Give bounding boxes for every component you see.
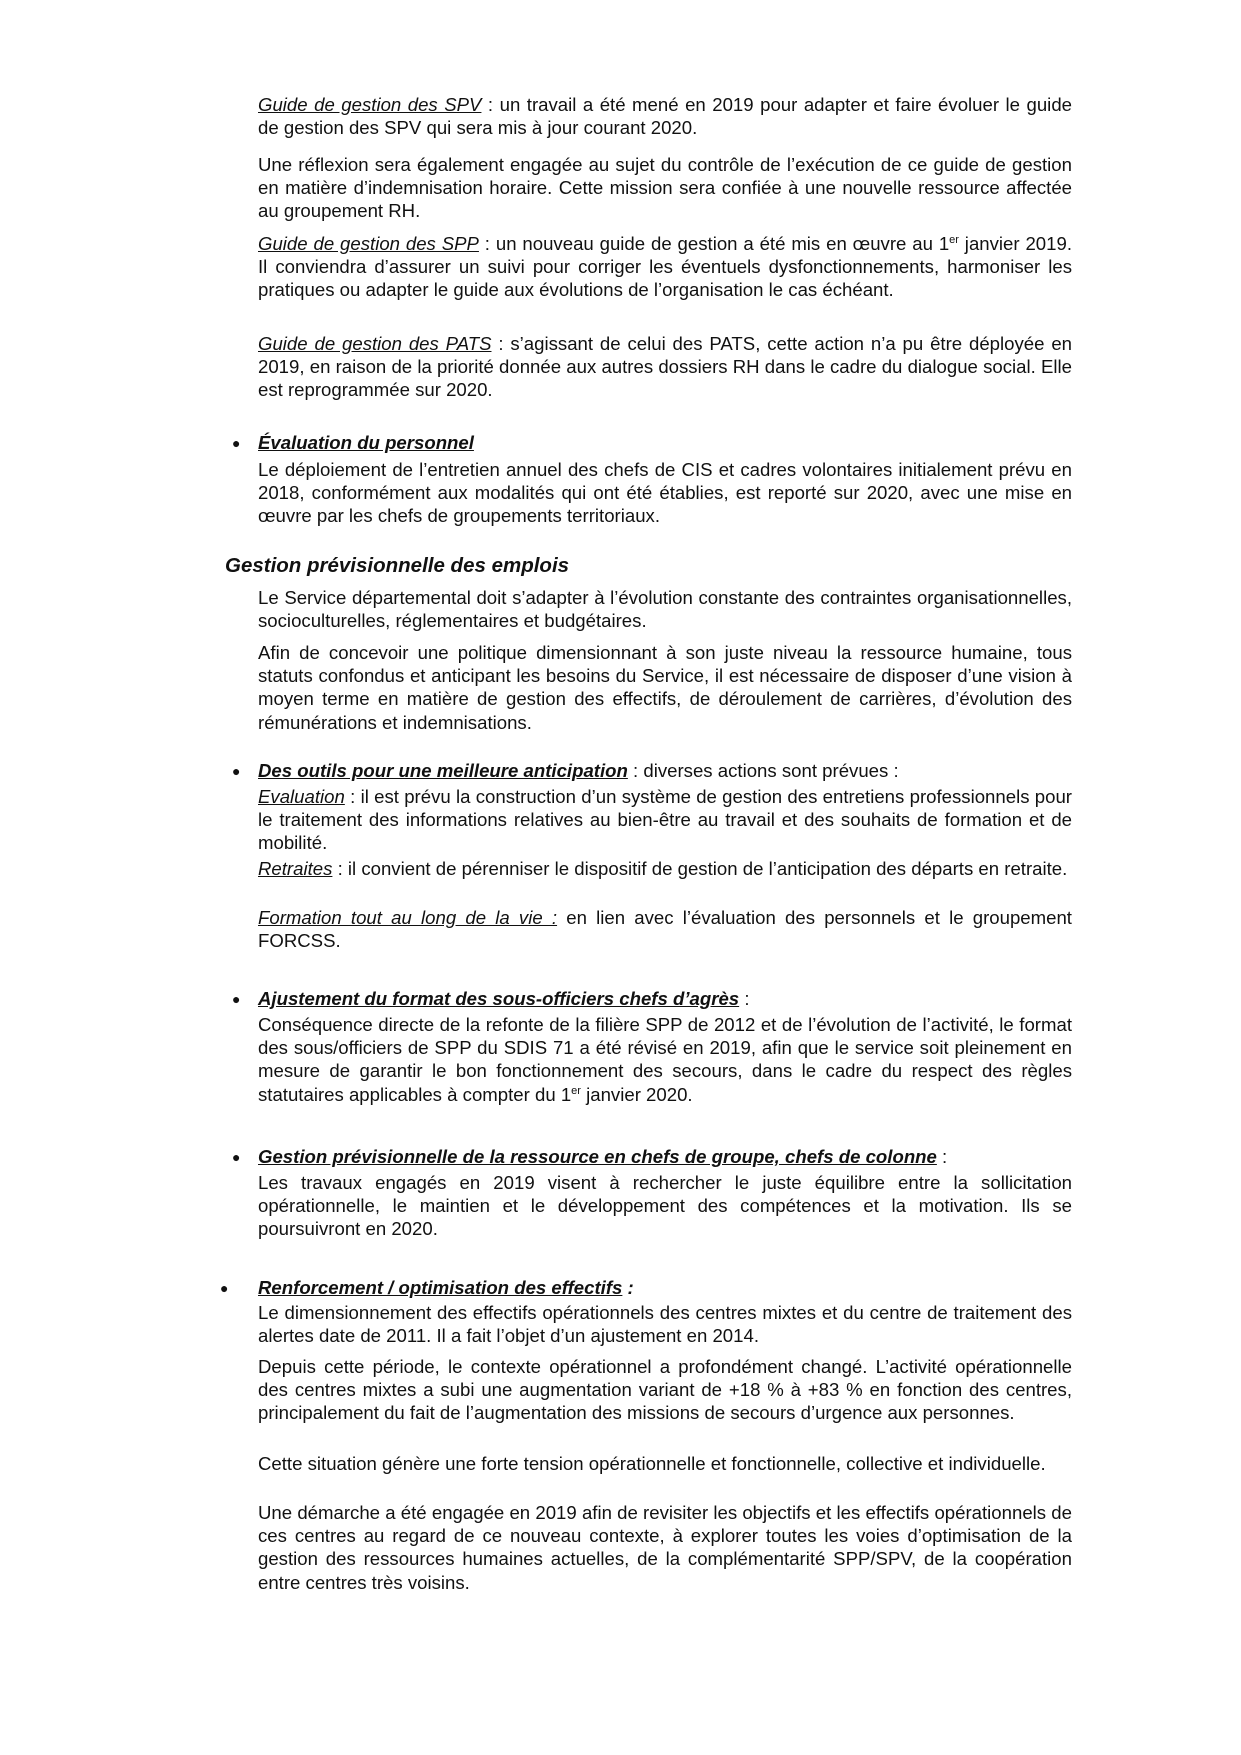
superscript: er [571, 1084, 581, 1097]
paragraph-service: Le Service départemental doit s’adapter à l’évolution constante des contraintes organisationnelles, socioculturelles, réglementaires et budgétaires. [258, 587, 1072, 632]
paragraph-evaluation-outil [258, 785, 1072, 855]
evaluation-label: Evaluation [258, 786, 345, 807]
guide-spp-text-a: : un nouveau guide de gestion a été mis en œuvre au 1 [478, 233, 950, 254]
bullet-icon: ● [232, 763, 241, 779]
paragraph-formation [258, 906, 1072, 952]
paragraph-reflexion: Une réflexion sera également engagée au sujet du contrôle de l’exécution de ce guide de gestion en matière d’indemnisation horaire. Cette mission sera confiée à une nouvelle ressource affectée au groupement RH. [258, 154, 1072, 222]
formation-text: en lien avec l’évaluation des personnels et le groupement FORCSS. [258, 907, 1072, 952]
bullet-title-chefs-groupe [258, 1145, 1072, 1168]
chefs-groupe-tail: : [936, 1146, 948, 1167]
section-heading: Gestion prévisionnelle des emplois [225, 554, 570, 577]
bullet-title-evaluation [258, 431, 1072, 454]
bullet-title-renforcement [258, 1276, 1072, 1299]
bullet-icon: ● [232, 435, 241, 451]
ajustement-title: Ajustement du format des sous-officiers chefs d’agrès [258, 988, 740, 1009]
paragraph-guide-spv [258, 93, 1072, 139]
paragraph-politique: Afin de concevoir une politique dimensionnant à son juste niveau la ressource humaine, tous statuts confondus et anticipant les besoins du Service, il est nécessaire de disposer d’une vision à moyen terme en matière de gestion des effectifs, de déroulement de carrières, d’évolution des rémunérations et indemnisations. [258, 642, 1072, 733]
bullet-title-outils [258, 759, 1072, 782]
evaluation-title: Évaluation du personnel [258, 432, 474, 453]
ajustement-text-a: Conséquence directe de la refonte de la filière SPP de 2012 et de l’évolution de l’activité, le format des sous/officiers de SPP du SDIS 71 a été révisé en 2019, afin que le service soit pleinement en mesure de garantir le bon fonctionnement des secours, dans le cadre du respect des règles statutaires applicables à compter du 1 [258, 1014, 1072, 1105]
ajustement-tail: : [739, 988, 750, 1009]
paragraph-dimensionnement: Le dimensionnement des effectifs opérationnels des centres mixtes et du centre de traitement des alertes date de 2011. Il a fait l’objet d’un ajustement en 2014. [258, 1302, 1072, 1347]
guide-spp-label: Guide de gestion des SPP [258, 233, 479, 254]
paragraph-retraites [258, 857, 1072, 880]
retraites-text: : il convient de pérenniser le dispositif de gestion de l’anticipation des départs en retraite. [332, 858, 1068, 879]
paragraph-guide-pats [258, 332, 1072, 402]
paragraph-chefs-groupe: Les travaux engagés en 2019 visent à rechercher le juste équilibre entre la sollicitation opérationnelle, le maintien et le développement des compétences et la motivation. Ils se poursuivront en 2020. [258, 1172, 1072, 1240]
paragraph-tension: Cette situation génère une forte tension opérationnelle et fonctionnelle, collective et individuelle. [258, 1453, 1046, 1474]
paragraph-demarche: Une démarche a été engagée en 2019 afin de revisiter les objectifs et les effectifs opérationnels de ces centres au regard de ce nouveau contexte, à explorer toutes les voies d’optimisation de la gestion des ressources humaines actuelles, de la complémentarité SPP/SPV, de la coopération entre centres très voisins. [258, 1502, 1072, 1593]
paragraph-contexte: Depuis cette période, le contexte opérationnel a profondément changé. L’activité opérationnelle des centres mixtes a subi une augmentation variant de +18 % à +83 % en fonction des centres, principalement du fait de l’augmentation des missions de secours d’urgence aux personnes. [258, 1356, 1072, 1424]
guide-pats-text: : s’agissant de celui des PATS, cette action n’a pu être déployée en 2019, en raison de la priorité donnée aux autres dossiers RH dans le cadre du dialogue social. Elle est reprogrammée sur 2020. [258, 333, 1072, 401]
guide-spv-text: : un travail a été mené en 2019 pour adapter et faire évoluer le guide de gestion des SPV qui sera mis à jour courant 2020. [258, 94, 1072, 139]
chefs-groupe-title: Gestion prévisionnelle de la ressource en chefs de groupe, chefs de colonne [258, 1146, 937, 1167]
renforcement-tail: : [622, 1277, 634, 1298]
paragraph-ajustement [258, 1013, 1072, 1106]
bullet-icon: ● [232, 1149, 241, 1165]
bullet-title-ajustement [258, 987, 1072, 1010]
guide-pats-label: Guide de gestion des PATS [258, 333, 492, 354]
paragraph-guide-spp [258, 232, 1072, 302]
retraites-label: Retraites [258, 858, 333, 879]
evaluation-text: : il est prévu la construction d’un système de gestion des entretiens professionnels pour le traitement des informations relatives au bien-être au travail et des souhaits de formation et de mobilité. [258, 786, 1072, 854]
renforcement-title: Renforcement / optimisation des effectifs [258, 1277, 623, 1298]
outils-tail: : diverses actions sont prévues : [627, 760, 899, 781]
bullet-icon: ● [232, 991, 241, 1007]
guide-spv-label: Guide de gestion des SPV [258, 94, 482, 115]
superscript: er [949, 233, 959, 246]
bullet-icon: ● [220, 1280, 229, 1296]
outils-title: Des outils pour une meilleure anticipation [258, 760, 628, 781]
guide-spp-text-b: janvier 2019. Il conviendra d’assurer un suivi pour corriger les éventuels dysfonctionnements, harmoniser les pratiques ou adapter le guide aux évolutions de l’organisation le cas échéant. [258, 233, 1072, 301]
paragraph-evaluation: Le déploiement de l’entretien annuel des chefs de CIS et cadres volontaires initialement prévu en 2018, conformément aux modalités qui ont été établies, est reporté sur 2020, avec une mise en œuvre par les chefs de groupements territoriaux. [258, 459, 1072, 527]
ajustement-text-b: janvier 2020. [580, 1083, 693, 1105]
formation-label: Formation tout au long de la vie : [258, 907, 558, 928]
